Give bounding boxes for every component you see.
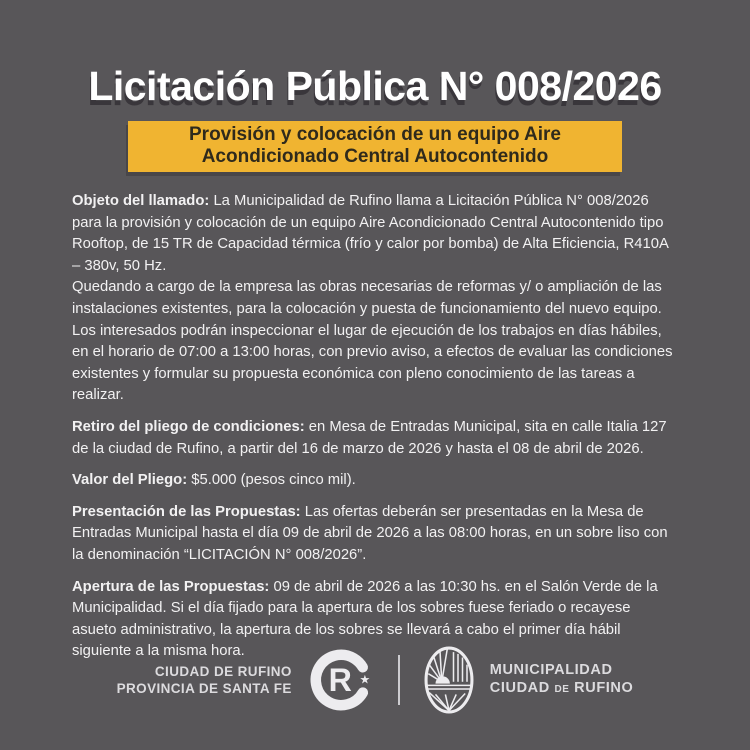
section-apertura-label: Apertura de las Propuestas: (72, 578, 270, 595)
section-quedando-text: Quedando a cargo de la empresa las obras necesarias de reformas y/ o ampliación de las instalaciones existentes, para la colocación y puesta de funcionamiento del nuevo equipo. (72, 279, 662, 317)
page-title: Licitación Pública N° 008/2026 (88, 63, 662, 109)
footer-divider (398, 655, 400, 705)
city-label (490, 679, 634, 699)
section-objeto (72, 191, 678, 277)
footer (0, 644, 750, 716)
municipal-emblem-icon (422, 644, 476, 716)
section-interesados (72, 321, 678, 407)
subtitle-line-1: Provisión y colocación de un equipo Aire (189, 124, 561, 145)
section-retiro (72, 417, 678, 460)
province-name: PROVINCIA DE SANTA FE (116, 681, 292, 696)
footer-right-text (490, 661, 634, 699)
cr-monogram-star: ★ (359, 672, 370, 687)
notice-body (72, 191, 678, 663)
city-name: CIUDAD DE RUFINO (154, 664, 292, 679)
section-valor-text: $5.000 (pesos cinco mil). (191, 472, 356, 489)
rufino-word: RUFINO (574, 680, 634, 696)
subtitle-banner (128, 121, 622, 172)
subtitle-line-2: Acondicionado Central Autocontenido (201, 146, 549, 167)
section-valor (72, 470, 678, 492)
section-objeto-label: Objeto del llamado: (72, 193, 210, 209)
section-interesados-text: Los interesados podrán inspeccionar el lugar de ejecución de los trabajos en días hábiles, en el horario de 07:00 a 13:00 horas, con previo aviso, a efectos de evaluar las condiciones existentes y formular su propuesta económica con pleno conocimiento de las tareas a realizar. (72, 322, 673, 404)
emblem-sun (435, 676, 449, 683)
section-retiro-text: en Mesa de Entradas Municipal, sita en calle Italia 127 de la ciudad de Rufino, a partir del 16 de marzo de 2026 y hasta el 08 de abril de 2026. (72, 418, 667, 457)
section-quedando (72, 277, 678, 320)
section-retiro-label: Retiro del pliego de condiciones: (72, 418, 305, 435)
municipality-label: MUNICIPALIDAD (489, 662, 613, 678)
cr-monogram-letter: R (328, 662, 352, 699)
section-presentacion-text: Las ofertas deberán ser presentadas en la Mesa de Entradas Municipal hasta el día 09 de abril de 2026 a las 08:00 horas, en un sobre liso con la denominación “LICITACIÓN N° 008/2026”. (72, 503, 668, 563)
section-objeto-text: La Municipalidad de Rufino llama a Licitación Pública N° 008/2026 para la provisión y colocación de un equipo Aire Acondicionado Central Autocontenido tipo Rooftop, de 15 TR de Capacidad térmica (frío y calor por bomba) de Alta Eficiencia, R410A – 380v, 50 Hz. (72, 193, 669, 274)
section-presentacion (72, 502, 678, 567)
cr-monogram-icon (306, 645, 376, 715)
footer-left-text (117, 663, 292, 697)
de-word: DE (554, 684, 570, 695)
city-word: CIUDAD (489, 680, 550, 696)
section-valor-label: Valor del Pliego: (72, 472, 188, 489)
section-presentacion-label: Presentación de las Propuestas: (72, 503, 301, 520)
section-apertura-text: 09 de abril de 2026 a las 10:30 hs. en el Salón Verde de la Municipalidad. Si el día fijado para la apertura de los sobres fuese feriado o recayese asueto administrativo, la apertura de los sobres se llevará a cabo el primer día hábil siguiente a la misma hora. (72, 578, 658, 660)
